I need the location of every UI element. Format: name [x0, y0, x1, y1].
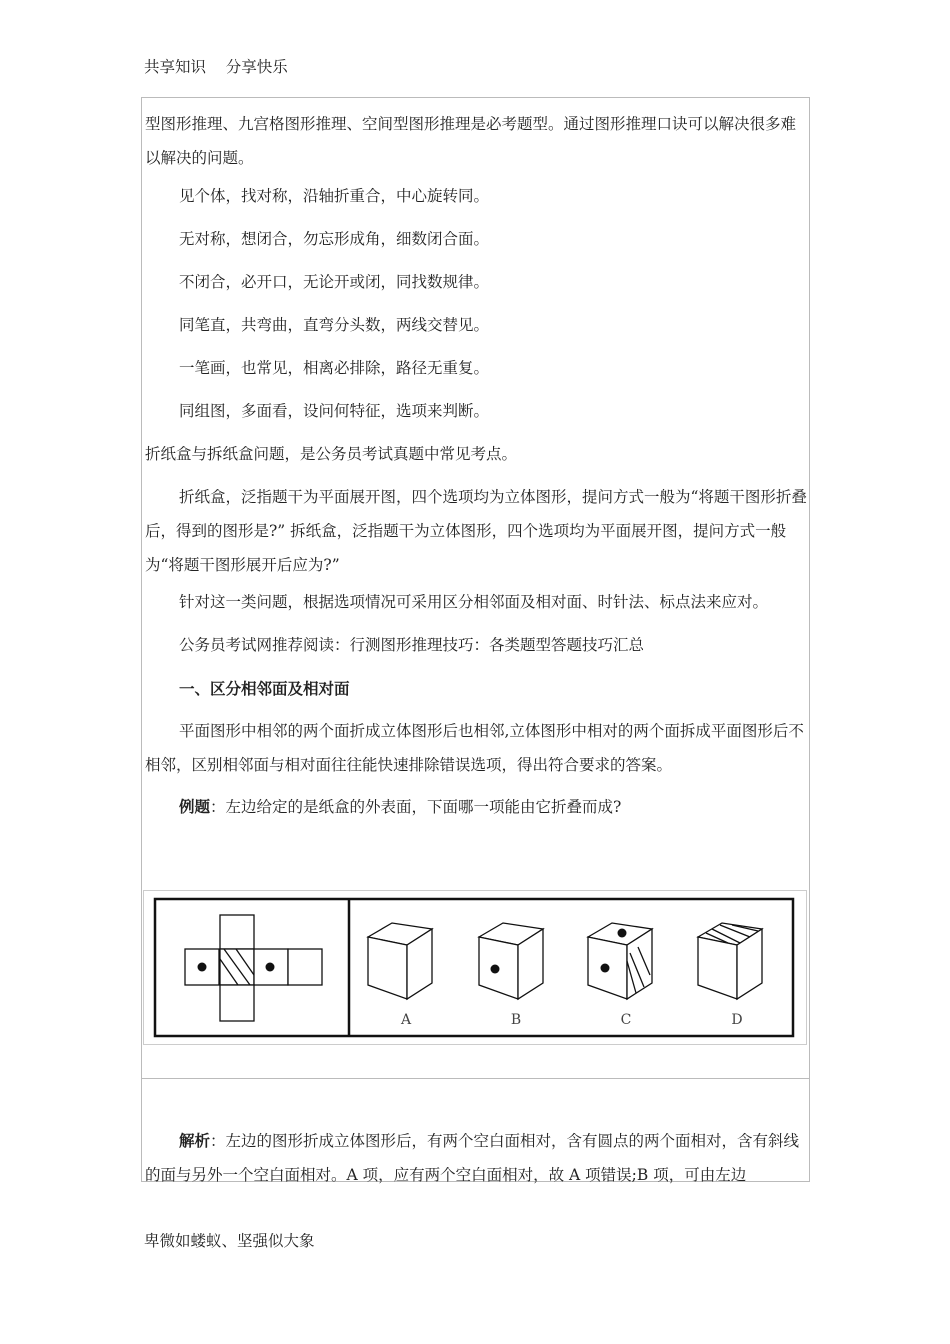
section-heading: 一、区分相邻面及相对面: [179, 680, 350, 698]
option-label-c: C: [620, 1012, 632, 1028]
figure-container: [143, 890, 807, 1045]
option-b-cube: [479, 923, 543, 999]
paragraph-box-problems: 折纸盒与拆纸盒问题，是公务员考试真题中常见考点。: [145, 445, 518, 463]
rhyme-line-3: 不闭合，必开口，无论开或闭，同找数规律。: [179, 273, 490, 291]
option-d-cube: [698, 923, 762, 999]
paragraph-definitions: 折纸盒，泛指题干为平面展开图，四个选项均为立体图形，提问方式一般为“将题干图形折叠后，得到的图形是?” 拆纸盒，泛指题干为立体图形，四个选项均为平面展开图，提问方式一般为“将题干图形展开后应为?”: [145, 488, 807, 574]
option-b-dot: [491, 965, 500, 974]
rhyme-line-2: 无对称，想闭合，勿忘形成角，细数闭合面。: [179, 230, 490, 248]
analysis-paragraph: [145, 1124, 809, 1192]
example-label: 例题: [179, 797, 211, 816]
net-dot-right: [266, 963, 275, 972]
example-text: ：左边给定的是纸盒的外表面，下面哪一项能由它折叠而成?: [210, 798, 622, 816]
analysis-label: 解析: [179, 1131, 211, 1150]
paragraph-methods: 针对这一类问题，根据选项情况可采用区分相邻面及相对面、时针法、标点法来应对。: [179, 593, 769, 611]
analysis-text: ：左边的图形折成立体图形后，有两个空白面相对，含有圆点的两个面相对，含有斜线的面与另外一个空白面相对。A 项，应有两个空白面相对，故 A 项错误;B 项，可由左边: [145, 1132, 800, 1184]
option-label-a: A: [400, 1012, 412, 1028]
option-c-cube: [588, 923, 652, 999]
option-label-d: D: [731, 1012, 743, 1028]
rhyme-line-1: 见个体，找对称，沿轴折重合，中心旋转同。: [179, 187, 490, 205]
paragraph-recommended: 公务员考试网推荐阅读：行测图形推理技巧：各类题型答题技巧汇总: [179, 636, 645, 654]
paragraph-intro: 型图形推理、九宫格图形推理、空间型图形推理是必考题型。通过图形推理口诀可以解决很多难以解决的问题。: [145, 115, 797, 167]
rhyme-line-4: 同笔直，共弯曲，直弯分头数，两线交替见。: [179, 316, 490, 334]
page-footer: 卑微如蝼蚁、坚强似大象: [144, 1232, 315, 1250]
cube-net-figure: [144, 891, 806, 1044]
option-a-cube: [368, 923, 432, 999]
option-c-top-dot: [618, 929, 627, 938]
rhyme-line-5: 一笔画，也常见，相离必排除，路径无重复。: [179, 359, 490, 377]
option-c-front-dot: [601, 964, 610, 973]
option-label-b: B: [510, 1012, 522, 1028]
net-dot-left: [198, 963, 207, 972]
paragraph-adjacent-faces: 平面图形中相邻的两个面折成立体图形后也相邻,立体图形中相对的两个面拆成平面图形后不相邻，区别相邻面与相对面往往能快速排除错误选项，得出符合要求的答案。: [145, 722, 804, 774]
example-question: [145, 790, 809, 824]
unfolded-net: [185, 915, 322, 1021]
rhyme-line-6: 同组图，多面看，设问何特征，选项来判断。: [179, 402, 490, 420]
page-header: 共享知识 分享快乐: [144, 58, 288, 76]
